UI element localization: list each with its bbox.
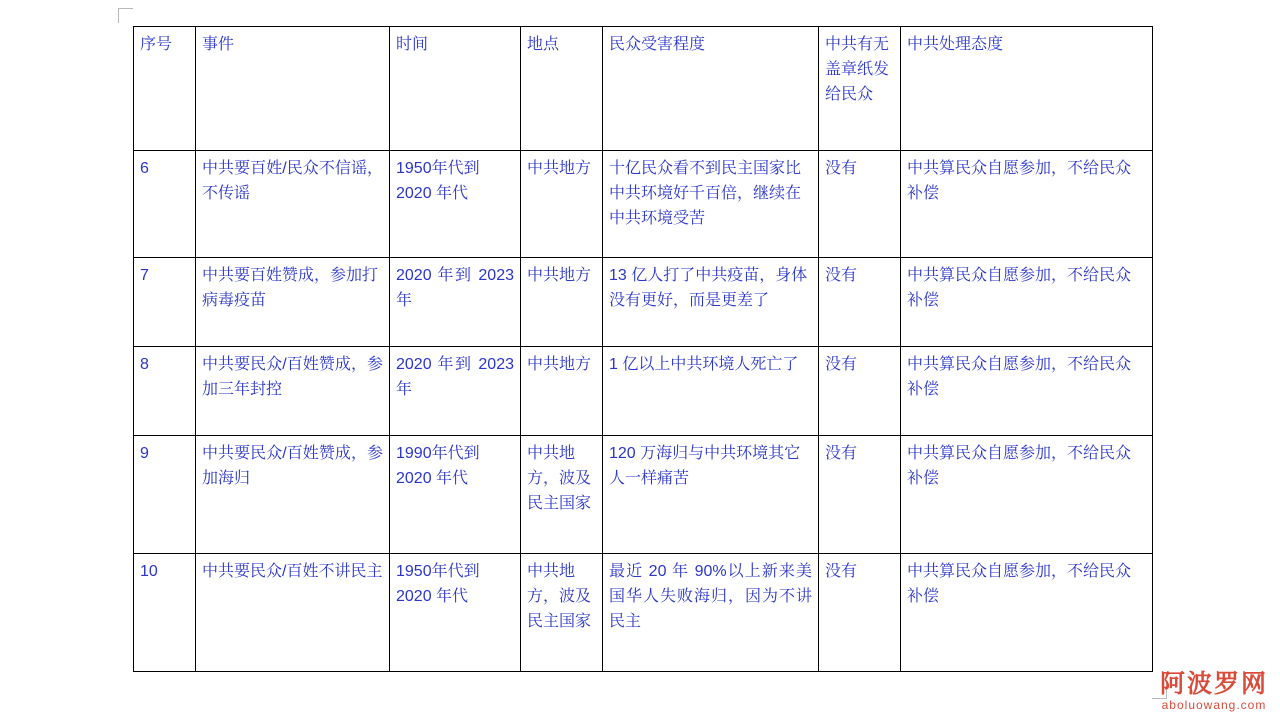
cell-event: 中共要百姓赞成，参加打病毒疫苗: [196, 258, 390, 347]
cell-harm: 13 亿人打了中共疫苗，身体没有更好，而是更差了: [603, 258, 819, 347]
column-header-attitude: 中共处理态度: [901, 27, 1153, 151]
column-header-paper: 中共有无盖章纸发给民众: [819, 27, 901, 151]
cell-harm: 120 万海归与中共环境其它人一样痛苦: [603, 436, 819, 554]
cell-attitude: 中共算民众自愿参加，不给民众补偿: [901, 151, 1153, 258]
cell-attitude: 中共算民众自愿参加，不给民众补偿: [901, 554, 1153, 672]
cell-time: 2020 年到 2023 年: [390, 258, 521, 347]
cell-index: 9: [134, 436, 196, 554]
column-header-index: 序号: [134, 27, 196, 151]
cell-attitude: 中共算民众自愿参加，不给民众补偿: [901, 347, 1153, 436]
cell-index: 10: [134, 554, 196, 672]
watermark-site-name: 阿波罗网: [1159, 669, 1268, 698]
column-header-event: 事件: [196, 27, 390, 151]
cell-place: 中共地方，波及民主国家: [521, 554, 603, 672]
watermark: [1160, 670, 1268, 712]
table-row: [134, 258, 1153, 347]
cell-event: 中共要百姓/民众不信谣，不传谣: [196, 151, 390, 258]
table-row: [134, 151, 1153, 258]
column-header-harm: 民众受害程度: [603, 27, 819, 151]
cell-paper: 没有: [819, 554, 901, 672]
cell-index: 6: [134, 151, 196, 258]
cell-harm: 1 亿以上中共环境人死亡了: [603, 347, 819, 436]
cell-paper: 没有: [819, 436, 901, 554]
watermark-site-url: aboluowang.com: [1161, 698, 1267, 712]
cell-place: 中共地方，波及民主国家: [521, 436, 603, 554]
cell-paper: 没有: [819, 347, 901, 436]
cell-harm: 十亿民众看不到民主国家比中共环境好千百倍，继续在中共环境受苦: [603, 151, 819, 258]
column-header-time: 时间: [390, 27, 521, 151]
cell-place: 中共地方: [521, 258, 603, 347]
cell-time: 1950年代到2020 年代: [390, 554, 521, 672]
cell-index: 7: [134, 258, 196, 347]
cell-place: 中共地方: [521, 347, 603, 436]
cell-paper: 没有: [819, 151, 901, 258]
cell-attitude: 中共算民众自愿参加，不给民众补偿: [901, 258, 1153, 347]
cell-paper: 没有: [819, 258, 901, 347]
cell-attitude: 中共算民众自愿参加，不给民众补偿: [901, 436, 1153, 554]
cell-place: 中共地方: [521, 151, 603, 258]
cell-time: 1990年代到2020 年代: [390, 436, 521, 554]
table-header-row: [134, 27, 1153, 151]
cell-time: 2020 年到 2023 年: [390, 347, 521, 436]
page-corner-mark-top-left: [118, 8, 133, 23]
table-row: [134, 554, 1153, 672]
table-row: [134, 347, 1153, 436]
cell-time: 1950年代到2020 年代: [390, 151, 521, 258]
cell-harm: 最近 20 年 90%以上新来美国华人失败海归，因为不讲民主: [603, 554, 819, 672]
cell-event: 中共要民众/百姓赞成，参加三年封控: [196, 347, 390, 436]
cell-index: 8: [134, 347, 196, 436]
table-row: [134, 436, 1153, 554]
cell-event: 中共要民众/百姓赞成，参加海归: [196, 436, 390, 554]
column-header-place: 地点: [521, 27, 603, 151]
cell-event: 中共要民众/百姓不讲民主: [196, 554, 390, 672]
events-table: [133, 26, 1153, 672]
